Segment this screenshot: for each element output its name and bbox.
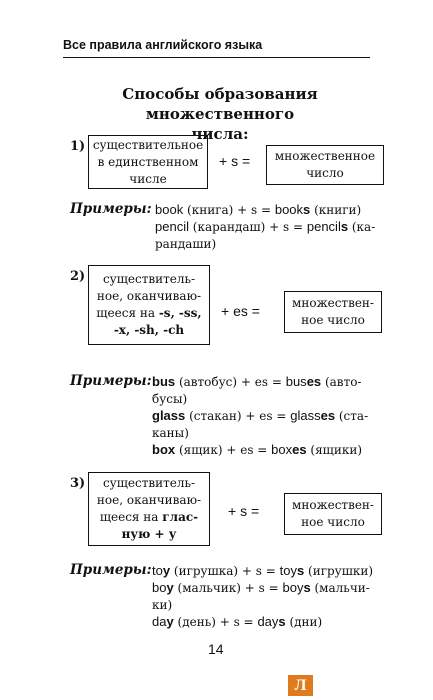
rule-3-input-line: существитель- — [102, 476, 196, 490]
rule-1-input-line: существительное — [92, 137, 204, 152]
rule-1-input-line: числе — [129, 171, 167, 186]
section-title-line-2: числа: — [191, 125, 249, 143]
examples-1-label: Примеры: — [70, 201, 152, 217]
rule-2-operator: + es = — [221, 303, 260, 319]
example-line: boy (мальчик) + s = boys (мальчи- — [152, 580, 370, 595]
rule-3-result-box — [284, 493, 382, 535]
rule-1-result-line: множественное — [274, 149, 376, 163]
rule-2-result-line: множествен- — [292, 296, 374, 310]
rule-2-input-line: ное, оканчиваю- — [96, 289, 202, 303]
example-line-wrap: рандаши) — [155, 237, 217, 251]
rule-3-input-box — [88, 472, 210, 546]
section-title-line-1: Способы образования множественного — [122, 85, 318, 123]
header-divider — [63, 57, 370, 58]
example-line: pencil (карандаш) + s = pencils (ка- — [155, 219, 376, 234]
example-line-wrap: каны) — [152, 426, 189, 440]
rule-2-input-line: щееся на -s, -ss, — [96, 306, 202, 320]
rule-1-input-line: в единственном — [97, 154, 199, 169]
rule-3-result-line: множествен- — [292, 498, 374, 512]
rule-2-result-box — [284, 291, 382, 333]
rule-3-input-line: щееся на глас- — [99, 510, 199, 524]
rule-3-result-line: ное число — [301, 515, 365, 529]
running-header: Все правила английского языка — [63, 38, 263, 52]
rule-1-operator: + s = — [219, 153, 251, 169]
rule-3-number: 3) — [70, 476, 86, 491]
rule-1-number: 1) — [70, 139, 86, 154]
rule-2-input-line: -x, -sh, -ch — [113, 323, 185, 337]
example-line-wrap: ки) — [152, 598, 173, 612]
rule-2-number: 2) — [70, 269, 86, 284]
example-line: day (день) + s = days (дни) — [152, 614, 323, 629]
rule-3-input-line: ное, оканчиваю- — [96, 493, 202, 507]
page-number: 14 — [208, 641, 224, 657]
example-line: book (книга) + s = books (книги) — [155, 202, 362, 217]
examples-2-label: Примеры: — [70, 373, 152, 389]
rule-3-operator: + s = — [228, 503, 260, 519]
example-line: box (ящик) + es = boxes (ящики) — [152, 442, 362, 457]
rule-2-input-box — [88, 265, 210, 345]
example-line: bus (автобус) + es = buses (авто- — [152, 374, 362, 389]
rule-1-result-line: число — [306, 166, 344, 180]
rule-1-result-box — [266, 145, 384, 185]
example-line-wrap: бусы) — [152, 392, 188, 406]
examples-3-label: Примеры: — [70, 562, 152, 578]
rule-3-input-line: ную + у — [121, 527, 177, 541]
publisher-logo-icon: Л — [288, 675, 313, 696]
rule-2-result-line: ное число — [301, 313, 365, 327]
example-line: toy (игрушка) + s = toys (игрушки) — [152, 563, 374, 578]
rule-1-input-box — [88, 135, 208, 189]
rule-2-input-line: существитель- — [102, 272, 196, 286]
example-line: glass (стакан) + es = glasses (ста- — [152, 408, 369, 423]
